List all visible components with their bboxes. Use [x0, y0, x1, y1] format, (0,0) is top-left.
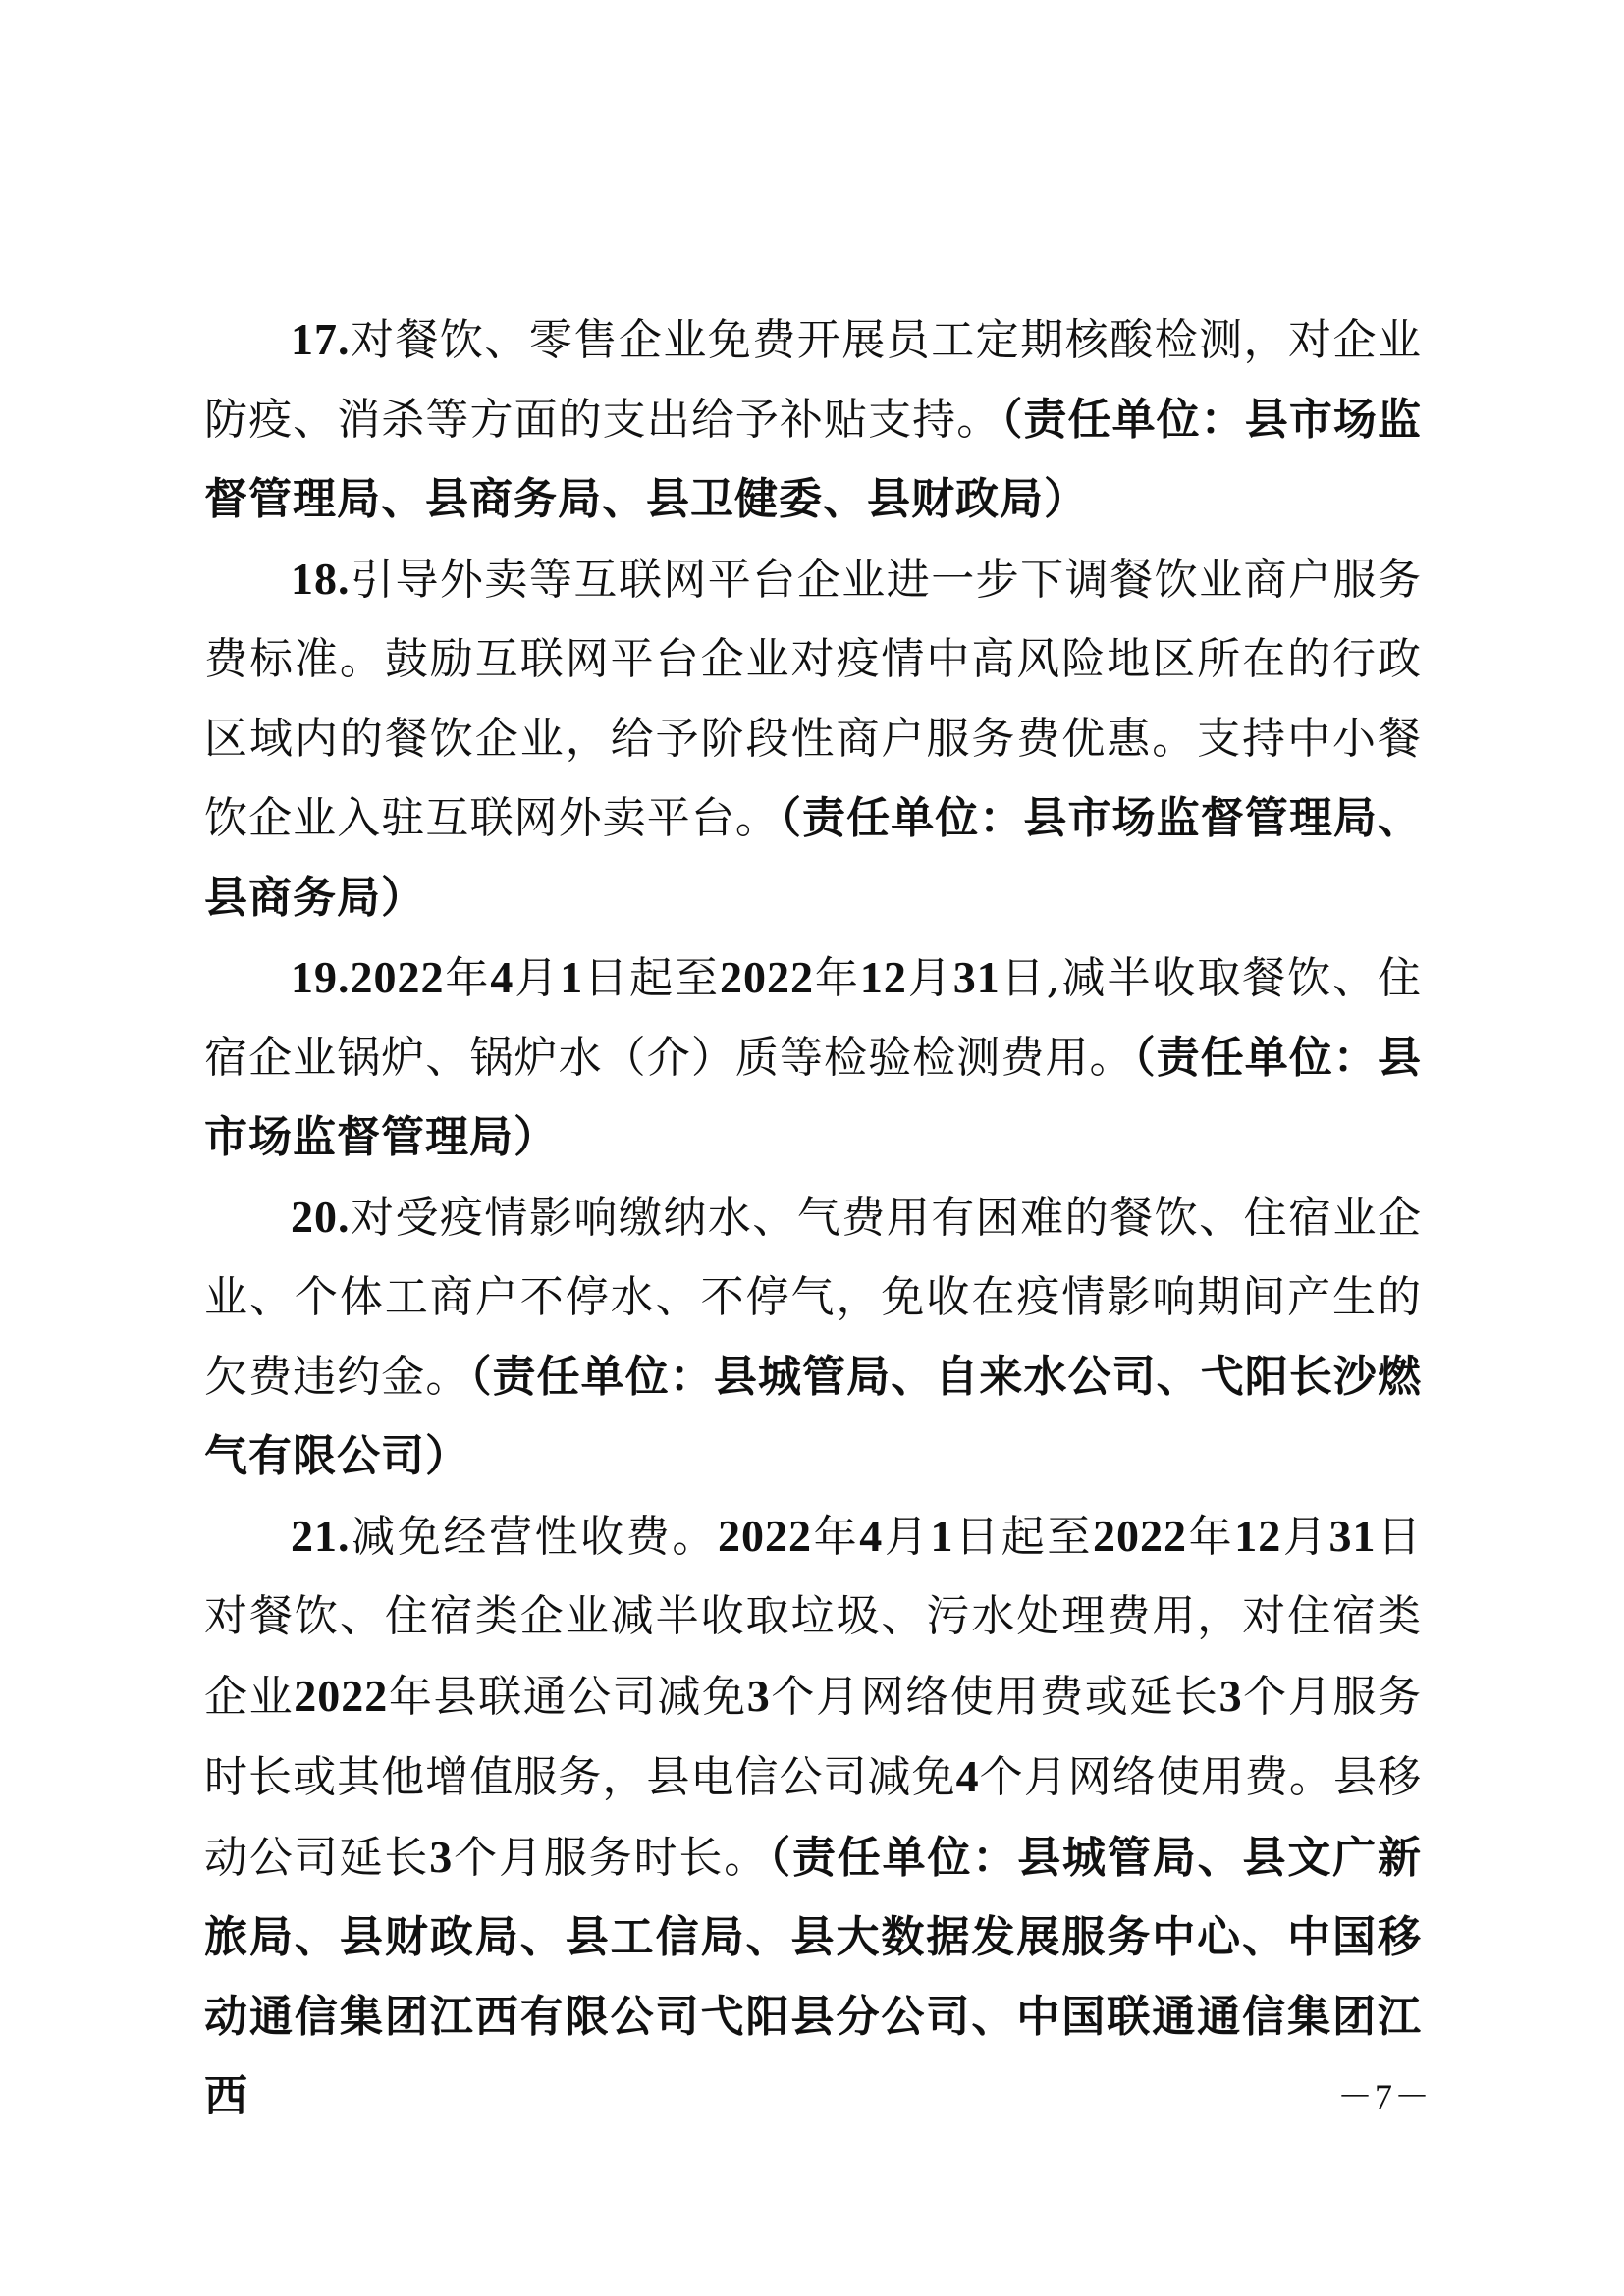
item-number: 20.	[291, 1192, 351, 1242]
text-segment: 月	[906, 953, 953, 1003]
item-21	[204, 1496, 1422, 2136]
month-count: 3	[429, 1832, 454, 1882]
item-19	[204, 937, 1422, 1177]
item-number: 18.	[291, 554, 351, 604]
text-segment: 日,减半收取餐饮、住宿企业锅炉、锅炉水（介）质等检验检测费用。	[204, 953, 1423, 1083]
text-segment: 个月网络使用费。县移动公司延长	[204, 1752, 1423, 1883]
responsible-units: （责任单位：县城管局、县文广新旅局、县财政局、县工信局、县大数据发展服务中心、中国移动通信集团江西有限公司弋阳县分公司、中国联通通信集团江西	[204, 1833, 1423, 2121]
month-count: 3	[746, 1671, 771, 1721]
date-number: 12	[1234, 1511, 1282, 1561]
text-segment: 月	[514, 953, 561, 1003]
date-year: 2022	[718, 1511, 813, 1561]
item-20	[204, 1177, 1422, 1496]
item-number: 19.	[291, 952, 351, 1002]
responsible-units: （责任单位：县市场监督管理局、县商务局）	[204, 793, 1423, 923]
item-number: 21.	[291, 1511, 351, 1561]
date-year: 2022	[350, 952, 445, 1002]
text-segment: 个月网络使用费或延长	[770, 1672, 1219, 1722]
year-number: 2022	[294, 1671, 389, 1721]
responsible-units: （责任单位：县城管局、自来水公司、弋阳长沙燃气有限公司）	[204, 1352, 1423, 1481]
responsible-units: （责任单位：县市场监督管理局）	[204, 1033, 1423, 1162]
item-text: 引导外卖等互联网平台企业进一步下调餐饮业商户服务费标准。鼓励互联网平台企业对疫情中高风险地区所在的行政区域内的餐饮企业，给予阶段性商户服务费优惠。支持中小餐饮企业入驻互联网外卖平台。	[204, 555, 1422, 843]
date-year: 2022	[1092, 1511, 1187, 1561]
month-count: 4	[955, 1751, 980, 1801]
text-segment: 个月服务时长。	[453, 1833, 770, 1883]
date-number: 4	[859, 1511, 884, 1561]
document-body	[204, 299, 1422, 2136]
text-segment: 减免经营性收费。	[350, 1512, 719, 1562]
item-17	[204, 299, 1422, 539]
date-number: 12	[859, 952, 907, 1002]
responsible-units: （责任单位：县市场监督管理局、县商务局、县卫健委、县财政局）	[204, 395, 1423, 524]
text-segment: 年县联通公司减免	[388, 1672, 747, 1722]
date-number: 1	[930, 1511, 954, 1561]
item-text: 对受疫情影响缴纳水、气费用有困难的餐饮、住宿业企业、个体工商户不停水、不停气，免收在疫情影响期间产生的欠费违约金。	[204, 1193, 1422, 1402]
month-count: 3	[1218, 1671, 1243, 1721]
date-number: 4	[490, 952, 514, 1002]
text-segment: 月	[1281, 1512, 1329, 1562]
text-segment: 年	[813, 953, 860, 1003]
text-segment: 年	[812, 1512, 860, 1562]
item-text: 对餐饮、零售企业免费开展员工定期核酸检测，对企业防疫、消杀等方面的支出给予补贴支持。	[204, 315, 1422, 445]
date-number: 1	[560, 952, 584, 1002]
date-number: 31	[1328, 1511, 1377, 1561]
text-segment: 个月服务时长或其他增值服务，县电信公司减免	[204, 1672, 1423, 1802]
item-18	[204, 539, 1422, 937]
date-year: 2022	[719, 952, 814, 1002]
page-number: －7－	[1337, 2077, 1433, 2116]
text-segment: 日起至	[953, 1512, 1093, 1562]
item-number: 17.	[291, 314, 351, 364]
text-segment: 日对餐饮、住宿类企业减半收取垃圾、污水处理费用，对住宿类企业	[204, 1512, 1423, 1722]
text-segment: 月	[883, 1512, 931, 1562]
text-segment: 年	[444, 953, 491, 1003]
date-number: 31	[952, 952, 1001, 1002]
text-segment: 年	[1186, 1512, 1235, 1562]
text-segment: 日起至	[583, 953, 720, 1003]
